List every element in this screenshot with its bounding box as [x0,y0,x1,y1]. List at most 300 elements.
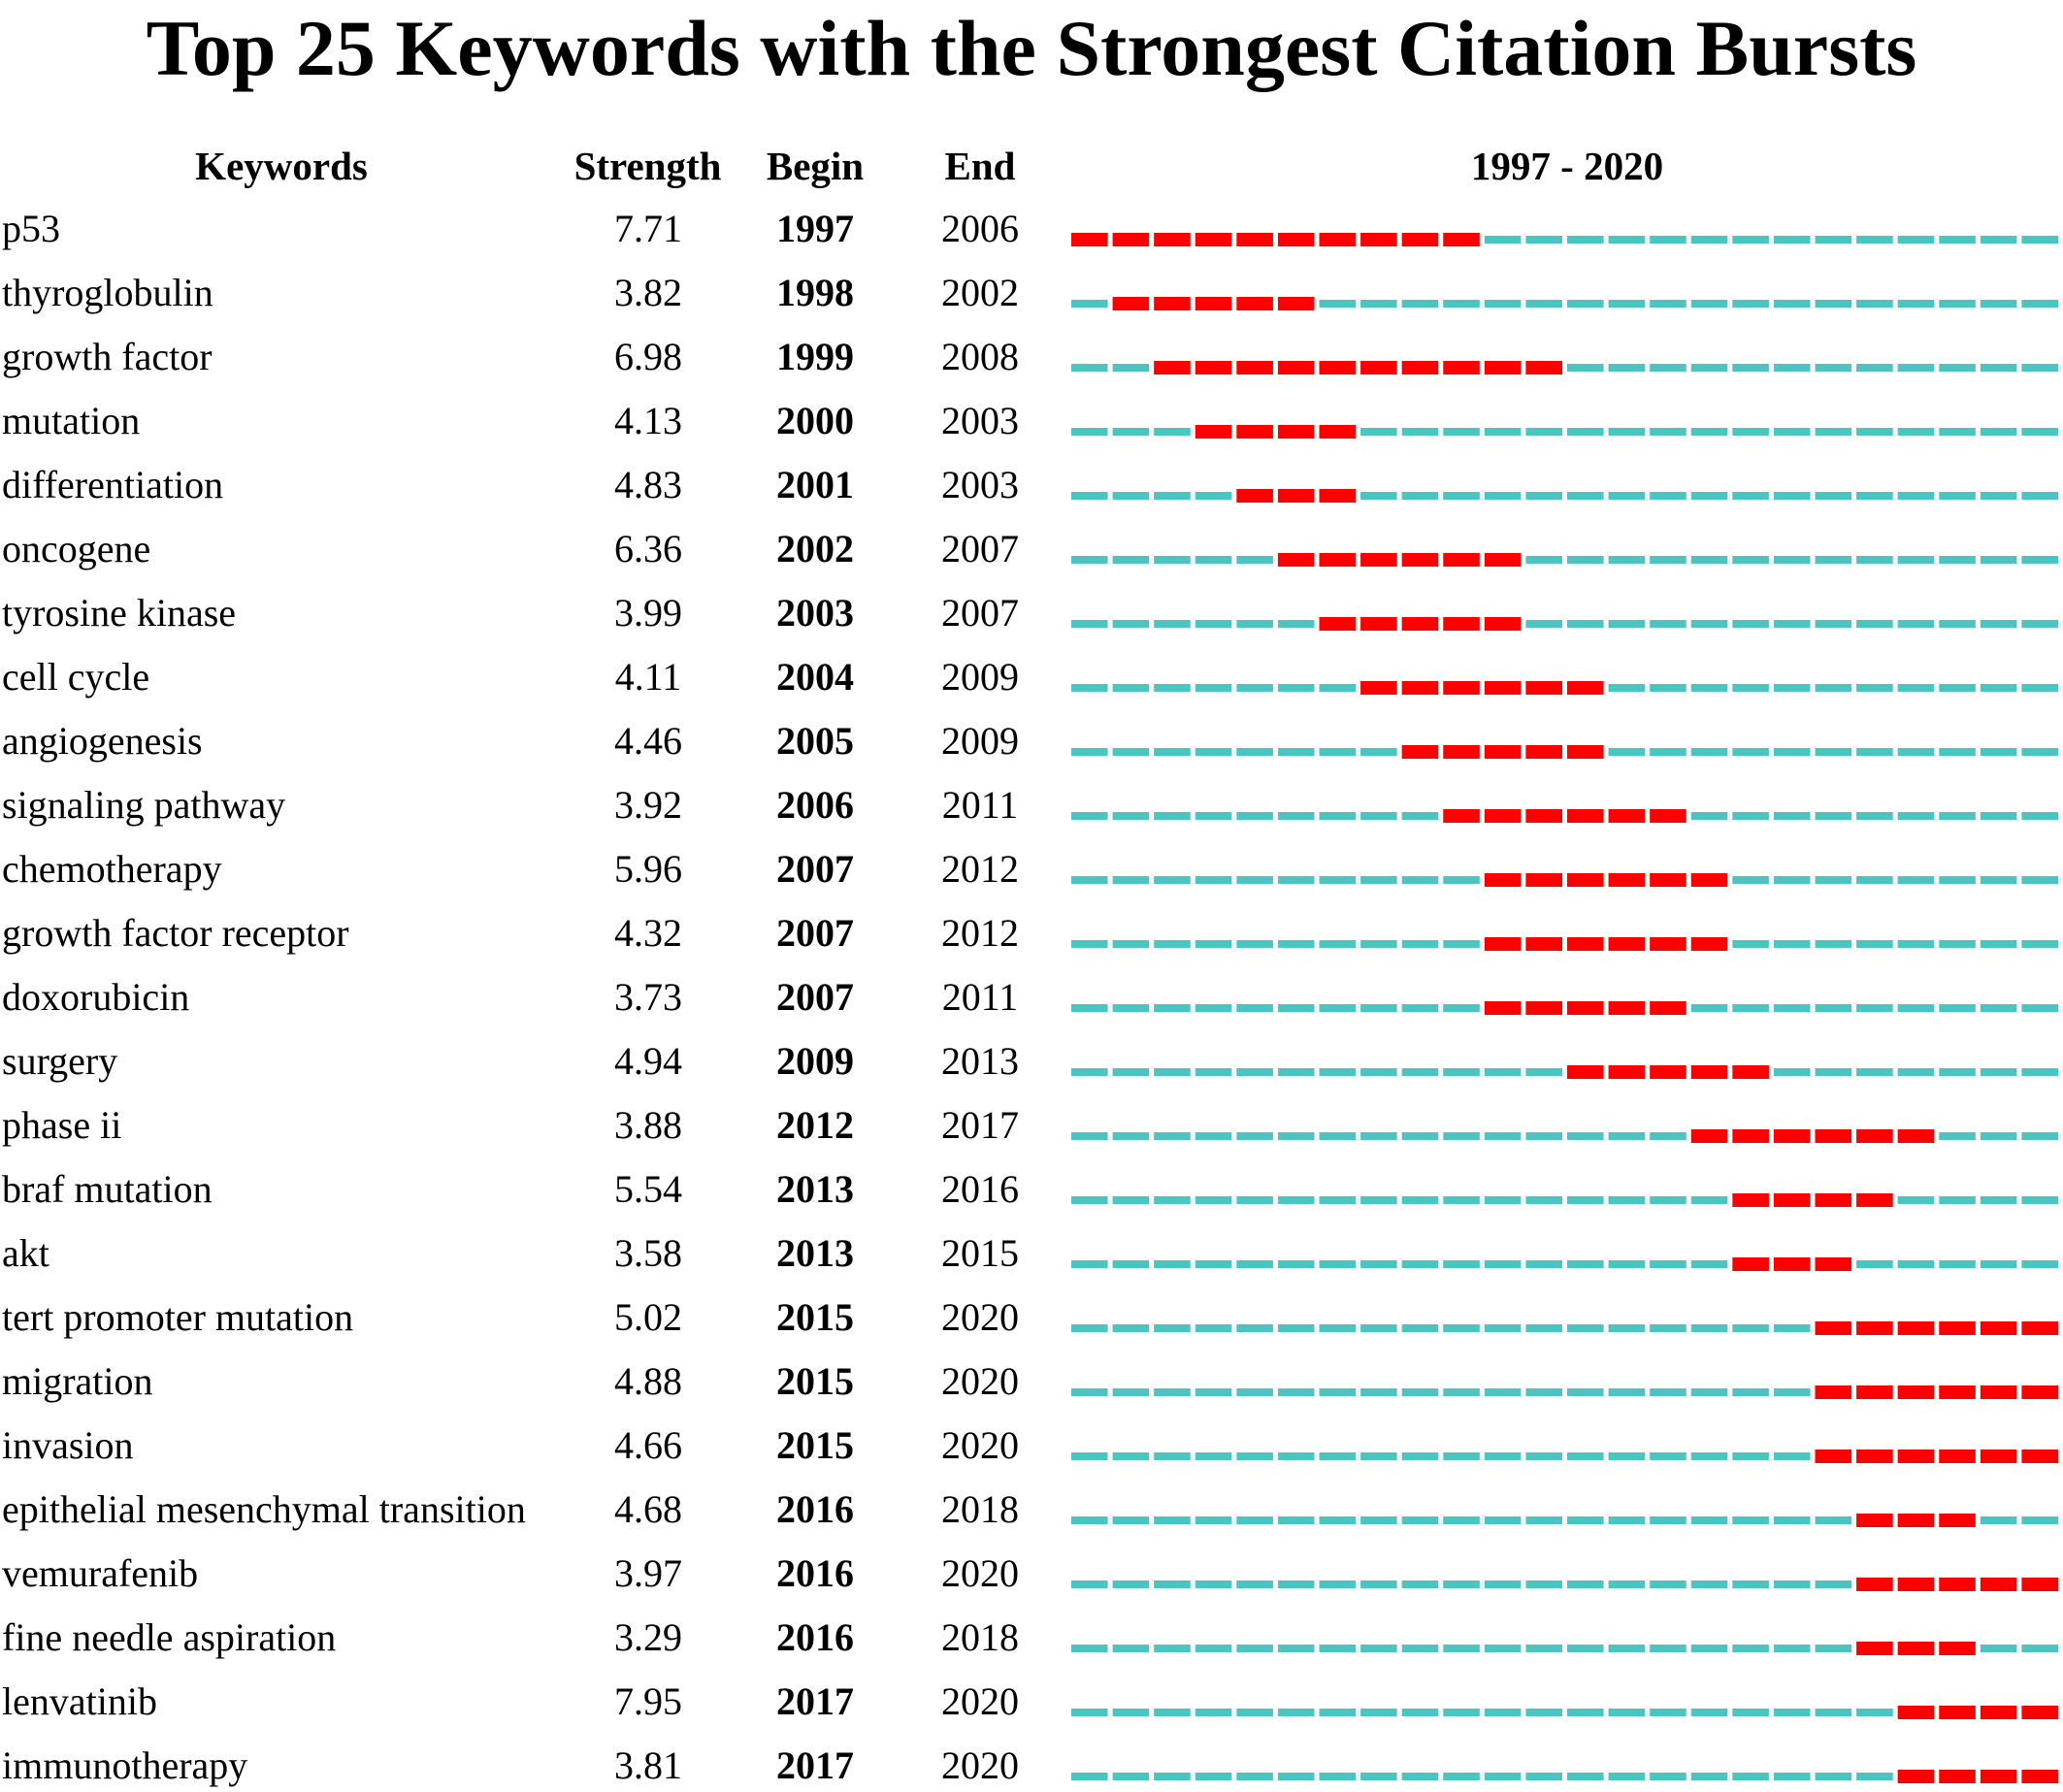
timeline-year-segment [1154,1709,1191,1716]
timeline-year-segment [1485,1452,1522,1460]
timeline-year-segment [1360,1452,1397,1460]
timeline-year-segment [1113,1452,1150,1460]
table-row [0,325,2063,389]
timeline-year-segment [1360,1132,1397,1140]
timeline-year-segment [1071,748,1108,756]
burst-year-segment [1650,873,1686,887]
timeline-year-segment [1981,1132,2017,1140]
timeline-year-segment [1981,684,2017,692]
burst-year-segment [1195,297,1232,310]
timeline-year-segment [1525,1580,1562,1588]
burst-year-segment [1691,937,1728,951]
burst-timeline [1071,809,2063,823]
burst-timeline [1071,1129,2063,1143]
timeline-year-segment [1691,812,1728,820]
column-header-end: End [944,144,1016,188]
timeline-year-segment [1691,1645,1728,1652]
burst-year-segment [1320,425,1357,439]
burst-year-segment [1485,617,1522,631]
timeline-year-segment [1609,1452,1646,1460]
timeline-year-segment [1154,1196,1191,1204]
table-row [0,581,2063,645]
timeline-year-segment [1236,1580,1273,1588]
timeline-year-segment [1236,1068,1273,1076]
strength-cell: 3.58 [614,1231,682,1275]
timeline-year-segment [1195,876,1232,884]
burst-year-segment [1402,617,1439,631]
burst-year-segment [1774,1257,1811,1271]
timeline-year-segment [1278,812,1315,820]
burst-year-segment [1360,233,1397,246]
end-year-cell: 2012 [941,911,1019,955]
burst-year-segment [1278,361,1315,375]
timeline-year-segment [1609,1388,1646,1396]
strength-cell: 7.71 [614,207,682,250]
timeline-year-segment [1236,1516,1273,1524]
burst-year-segment [1443,361,1480,375]
timeline-year-segment [1402,1324,1439,1332]
timeline-year-segment [1567,1388,1604,1396]
timeline-year-segment [1236,1260,1273,1268]
begin-year-cell: 1997 [776,207,854,250]
timeline-year-segment [1443,1132,1480,1140]
table-row [0,1029,2063,1093]
timeline-year-segment [1320,1196,1357,1204]
timeline-year-segment [1691,236,1728,244]
timeline-year-segment [1525,1773,1562,1780]
timeline-year-segment [1774,1516,1811,1524]
end-year-cell: 2016 [941,1167,1019,1211]
burst-year-segment [1236,425,1273,439]
timeline-year-segment [1816,1709,1852,1716]
keyword-cell: chemotherapy [2,847,222,891]
timeline-year-segment [1650,1260,1686,1268]
timeline-year-segment [1732,940,1769,948]
timeline-year-segment [1154,940,1191,948]
burst-year-segment [1485,681,1522,695]
strength-cell: 4.32 [614,911,682,955]
strength-cell: 5.96 [614,847,682,891]
timeline-year-segment [1774,300,1811,308]
timeline-year-segment [1732,1388,1769,1396]
timeline-year-segment [1443,1388,1480,1396]
timeline-year-segment [1856,556,1893,564]
timeline-year-segment [1154,1132,1191,1140]
begin-year-cell: 2009 [776,1039,854,1083]
timeline-year-segment [1650,748,1686,756]
timeline-year-segment [1154,748,1191,756]
timeline-year-segment [1609,684,1646,692]
timeline-year-segment [1609,1196,1646,1204]
timeline-year-segment [1732,876,1769,884]
timeline-year-segment [1816,492,1852,500]
end-year-cell: 2020 [941,1295,1019,1339]
timeline-year-segment [1774,1773,1811,1780]
burst-year-segment [2021,1450,2058,1463]
timeline-year-segment [1278,1709,1315,1716]
timeline-year-segment [1691,1260,1728,1268]
timeline-year-segment [1816,1004,1852,1012]
burst-year-segment [1485,873,1522,887]
timeline-year-segment [1691,1004,1728,1012]
burst-year-segment [1816,1193,1852,1207]
timeline-year-segment [1278,1132,1315,1140]
timeline-year-segment [1525,1452,1562,1460]
burst-year-segment [1113,297,1150,310]
timeline-year-segment [1236,1196,1273,1204]
begin-year-cell: 2015 [776,1423,854,1467]
table-row [0,1606,2063,1670]
timeline-year-segment [1525,1645,1562,1652]
timeline-year-segment [1443,1452,1480,1460]
timeline-year-segment [1856,1709,1893,1716]
burst-year-segment [1732,1193,1769,1207]
timeline-year-segment [1402,428,1439,436]
burst-year-segment [1898,1514,1935,1527]
timeline-year-segment [1443,1068,1480,1076]
column-header-timeline: 1997 - 2020 [1470,144,1664,188]
burst-year-segment [1816,1257,1852,1271]
timeline-year-segment [1278,940,1315,948]
end-year-cell: 2007 [941,527,1019,570]
end-year-cell: 2007 [941,591,1019,635]
timeline-year-segment [1278,1580,1315,1588]
timeline-year-segment [1981,1260,2017,1268]
timeline-year-segment [2021,1260,2058,1268]
burst-year-segment [1856,1642,1893,1655]
timeline-year-segment [1360,748,1397,756]
timeline-year-segment [1113,748,1150,756]
timeline-year-segment [1113,1132,1150,1140]
timeline-year-segment [1981,1645,2017,1652]
timeline-year-segment [1195,1388,1232,1396]
burst-year-segment [1567,937,1604,951]
timeline-year-segment [1154,1452,1191,1460]
timeline-year-segment [1113,876,1150,884]
keyword-cell: angiogenesis [2,719,203,763]
burst-year-segment [1732,1257,1769,1271]
burst-timeline [1071,617,2063,631]
timeline-year-segment [1278,1004,1315,1012]
timeline-year-segment [1278,620,1315,628]
timeline-year-segment [1360,940,1397,948]
burst-year-segment [1320,489,1357,503]
timeline-year-segment [1774,1068,1811,1076]
timeline-year-segment [1816,940,1852,948]
timeline-year-segment [1816,1068,1852,1076]
timeline-year-segment [1939,940,1976,948]
table-row [0,1157,2063,1222]
timeline-year-segment [1443,1260,1480,1268]
burst-timeline [1071,553,2063,567]
timeline-year-segment [1774,748,1811,756]
strength-cell: 3.99 [614,591,682,635]
burst-year-segment [1278,489,1315,503]
burst-year-segment [1154,233,1191,246]
burst-year-segment [1691,1129,1728,1143]
timeline-year-segment [1278,1260,1315,1268]
timeline-year-segment [1856,1260,1893,1268]
timeline-year-segment [1320,1580,1357,1588]
timeline-year-segment [1567,1645,1604,1652]
timeline-year-segment [1113,492,1150,500]
timeline-year-segment [1774,876,1811,884]
timeline-year-segment [1774,620,1811,628]
timeline-year-segment [2021,748,2058,756]
timeline-year-segment [1071,812,1108,820]
strength-cell: 5.54 [614,1167,682,1211]
table-row [0,645,2063,709]
burst-year-segment [1774,1129,1811,1143]
burst-year-segment [1650,809,1686,823]
timeline-year-segment [1567,1773,1604,1780]
timeline-year-segment [1320,1324,1357,1332]
timeline-year-segment [1278,876,1315,884]
strength-cell: 4.83 [614,463,682,506]
timeline-year-segment [1650,1516,1686,1524]
timeline-year-segment [2021,684,2058,692]
burst-timeline [1071,937,2063,951]
burst-year-segment [1236,297,1273,310]
timeline-year-segment [1236,1709,1273,1716]
keyword-cell: migration [2,1359,153,1403]
end-year-cell: 2003 [941,463,1019,506]
timeline-year-segment [1154,812,1191,820]
burst-year-segment [1525,873,1562,887]
burst-year-segment [2021,1321,2058,1335]
keyword-cell: p53 [2,207,60,250]
timeline-year-segment [1816,812,1852,820]
burst-timeline [1071,1706,2063,1719]
timeline-year-segment [2021,620,2058,628]
burst-timeline [1071,1321,2063,1335]
timeline-year-segment [1525,556,1562,564]
timeline-year-segment [1732,1452,1769,1460]
timeline-year-segment [1732,556,1769,564]
end-year-cell: 2020 [941,1551,1019,1595]
timeline-year-segment [1981,300,2017,308]
begin-year-cell: 2013 [776,1167,854,1211]
timeline-year-segment [1609,1645,1646,1652]
begin-year-cell: 2007 [776,847,854,891]
timeline-year-segment [1071,1388,1108,1396]
timeline-year-segment [1939,1068,1976,1076]
timeline-year-segment [1732,492,1769,500]
strength-cell: 4.11 [614,655,682,699]
timeline-year-segment [1071,1324,1108,1332]
timeline-year-segment [1774,428,1811,436]
timeline-year-segment [1113,812,1150,820]
timeline-year-segment [1320,1132,1357,1140]
burst-timeline [1071,1578,2063,1591]
timeline-year-segment [1485,1580,1522,1588]
timeline-year-segment [1898,364,1935,372]
end-year-cell: 2009 [941,655,1019,699]
burst-year-segment [1856,1129,1893,1143]
column-header-begin: Begin [766,144,865,188]
timeline-year-segment [1525,620,1562,628]
timeline-year-segment [1113,1260,1150,1268]
timeline-year-segment [1525,492,1562,500]
timeline-year-segment [1113,940,1150,948]
timeline-year-segment [1360,1645,1397,1652]
timeline-year-segment [1320,876,1357,884]
timeline-year-segment [1856,684,1893,692]
timeline-year-segment [1856,748,1893,756]
end-year-cell: 2009 [941,719,1019,763]
burst-year-segment [1443,681,1480,695]
table-row [0,901,2063,965]
timeline-year-segment [1360,1196,1397,1204]
timeline-year-segment [1856,492,1893,500]
timeline-year-segment [1609,748,1646,756]
strength-cell: 4.88 [614,1359,682,1403]
timeline-year-segment [1774,812,1811,820]
timeline-year-segment [1898,428,1935,436]
burst-year-segment [1898,1642,1935,1655]
end-year-cell: 2020 [941,1679,1019,1723]
keyword-cell: vemurafenib [2,1551,199,1595]
burst-year-segment [1320,553,1357,567]
timeline-year-segment [1071,1516,1108,1524]
timeline-year-segment [1939,812,1976,820]
timeline-year-segment [1402,1580,1439,1588]
strength-cell: 3.88 [614,1103,682,1147]
burst-year-segment [1939,1642,1976,1655]
timeline-year-segment [1732,684,1769,692]
timeline-year-segment [1816,428,1852,436]
burst-year-segment [1278,297,1315,310]
timeline-year-segment [2021,1645,2058,1652]
timeline-year-segment [1774,684,1811,692]
burst-year-segment [1898,1706,1935,1719]
keyword-cell: mutation [2,399,141,442]
timeline-year-segment [1981,556,2017,564]
timeline-year-segment [1567,1709,1604,1716]
timeline-year-segment [1816,748,1852,756]
timeline-year-segment [1856,1068,1893,1076]
begin-year-cell: 2012 [776,1103,854,1147]
timeline-year-segment [1856,300,1893,308]
burst-year-segment [1485,745,1522,759]
end-year-cell: 2011 [941,783,1019,827]
timeline-year-segment [2021,556,2058,564]
burst-timeline [1071,1385,2063,1399]
timeline-year-segment [1691,1452,1728,1460]
table-row [0,1350,2063,1414]
timeline-year-segment [1485,1132,1522,1140]
timeline-year-segment [2021,1132,2058,1140]
burst-year-segment [1525,1001,1562,1015]
burst-year-segment [1402,233,1439,246]
timeline-year-segment [1485,1709,1522,1716]
burst-year-segment [1567,809,1604,823]
timeline-year-segment [1732,1516,1769,1524]
burst-year-segment [1525,745,1562,759]
keyword-cell: invasion [2,1423,134,1467]
timeline-year-segment [1650,1709,1686,1716]
timeline-year-segment [1154,428,1191,436]
timeline-year-segment [2021,1068,2058,1076]
burst-year-segment [1691,873,1728,887]
timeline-year-segment [1816,364,1852,372]
burst-year-segment [1816,1450,1852,1463]
timeline-year-segment [1981,428,2017,436]
end-year-cell: 2011 [941,975,1019,1019]
timeline-year-segment [1650,1580,1686,1588]
timeline-year-segment [1525,1324,1562,1332]
burst-year-segment [2021,1578,2058,1591]
burst-year-segment [1567,873,1604,887]
timeline-year-segment [1195,1132,1232,1140]
timeline-year-segment [1360,1324,1397,1332]
timeline-year-segment [1320,1260,1357,1268]
end-year-cell: 2006 [941,207,1019,250]
burst-timeline [1071,425,2063,439]
burst-timeline [1071,1642,2063,1655]
timeline-year-segment [1320,1516,1357,1524]
timeline-year-segment [1691,1324,1728,1332]
begin-year-cell: 1998 [776,271,854,314]
begin-year-cell: 2015 [776,1359,854,1403]
end-year-cell: 2020 [941,1743,1019,1787]
keyword-cell: growth factor receptor [2,911,349,955]
timeline-year-segment [1071,492,1108,500]
timeline-year-segment [1485,236,1522,244]
burst-year-segment [1236,233,1273,246]
begin-year-cell: 2015 [776,1295,854,1339]
timeline-year-segment [1485,1260,1522,1268]
column-header-strength: Strength [573,144,722,188]
timeline-year-segment [1402,1773,1439,1780]
timeline-year-segment [1278,1645,1315,1652]
table-row [0,261,2063,325]
timeline-year-segment [1278,1452,1315,1460]
timeline-year-segment [1981,1068,2017,1076]
timeline-year-segment [1525,1068,1562,1076]
timeline-year-segment [1443,1196,1480,1204]
timeline-year-segment [1732,1773,1769,1780]
burst-year-segment [1939,1385,1976,1399]
timeline-year-segment [1691,300,1728,308]
timeline-year-segment [1650,1388,1686,1396]
keyword-cell: signaling pathway [2,783,286,827]
timeline-year-segment [1732,748,1769,756]
timeline-year-segment [1691,1516,1728,1524]
timeline-year-segment [1691,364,1728,372]
strength-cell: 7.95 [614,1679,682,1723]
timeline-year-segment [1443,300,1480,308]
timeline-year-segment [1113,620,1150,628]
end-year-cell: 2018 [941,1487,1019,1531]
timeline-year-segment [1154,1068,1191,1076]
burst-year-segment [1320,233,1357,246]
timeline-year-segment [1732,812,1769,820]
timeline-year-segment [1195,1516,1232,1524]
table-row [0,773,2063,837]
begin-year-cell: 2002 [776,527,854,570]
begin-year-cell: 1999 [776,335,854,378]
timeline-year-segment [1071,1004,1108,1012]
burst-year-segment [1939,1770,1976,1783]
timeline-year-segment [1278,1324,1315,1332]
timeline-year-segment [2021,428,2058,436]
timeline-year-segment [1154,876,1191,884]
timeline-year-segment [1278,748,1315,756]
burst-year-segment [2021,1770,2058,1783]
timeline-year-segment [1071,428,1108,436]
timeline-year-segment [1567,1196,1604,1204]
